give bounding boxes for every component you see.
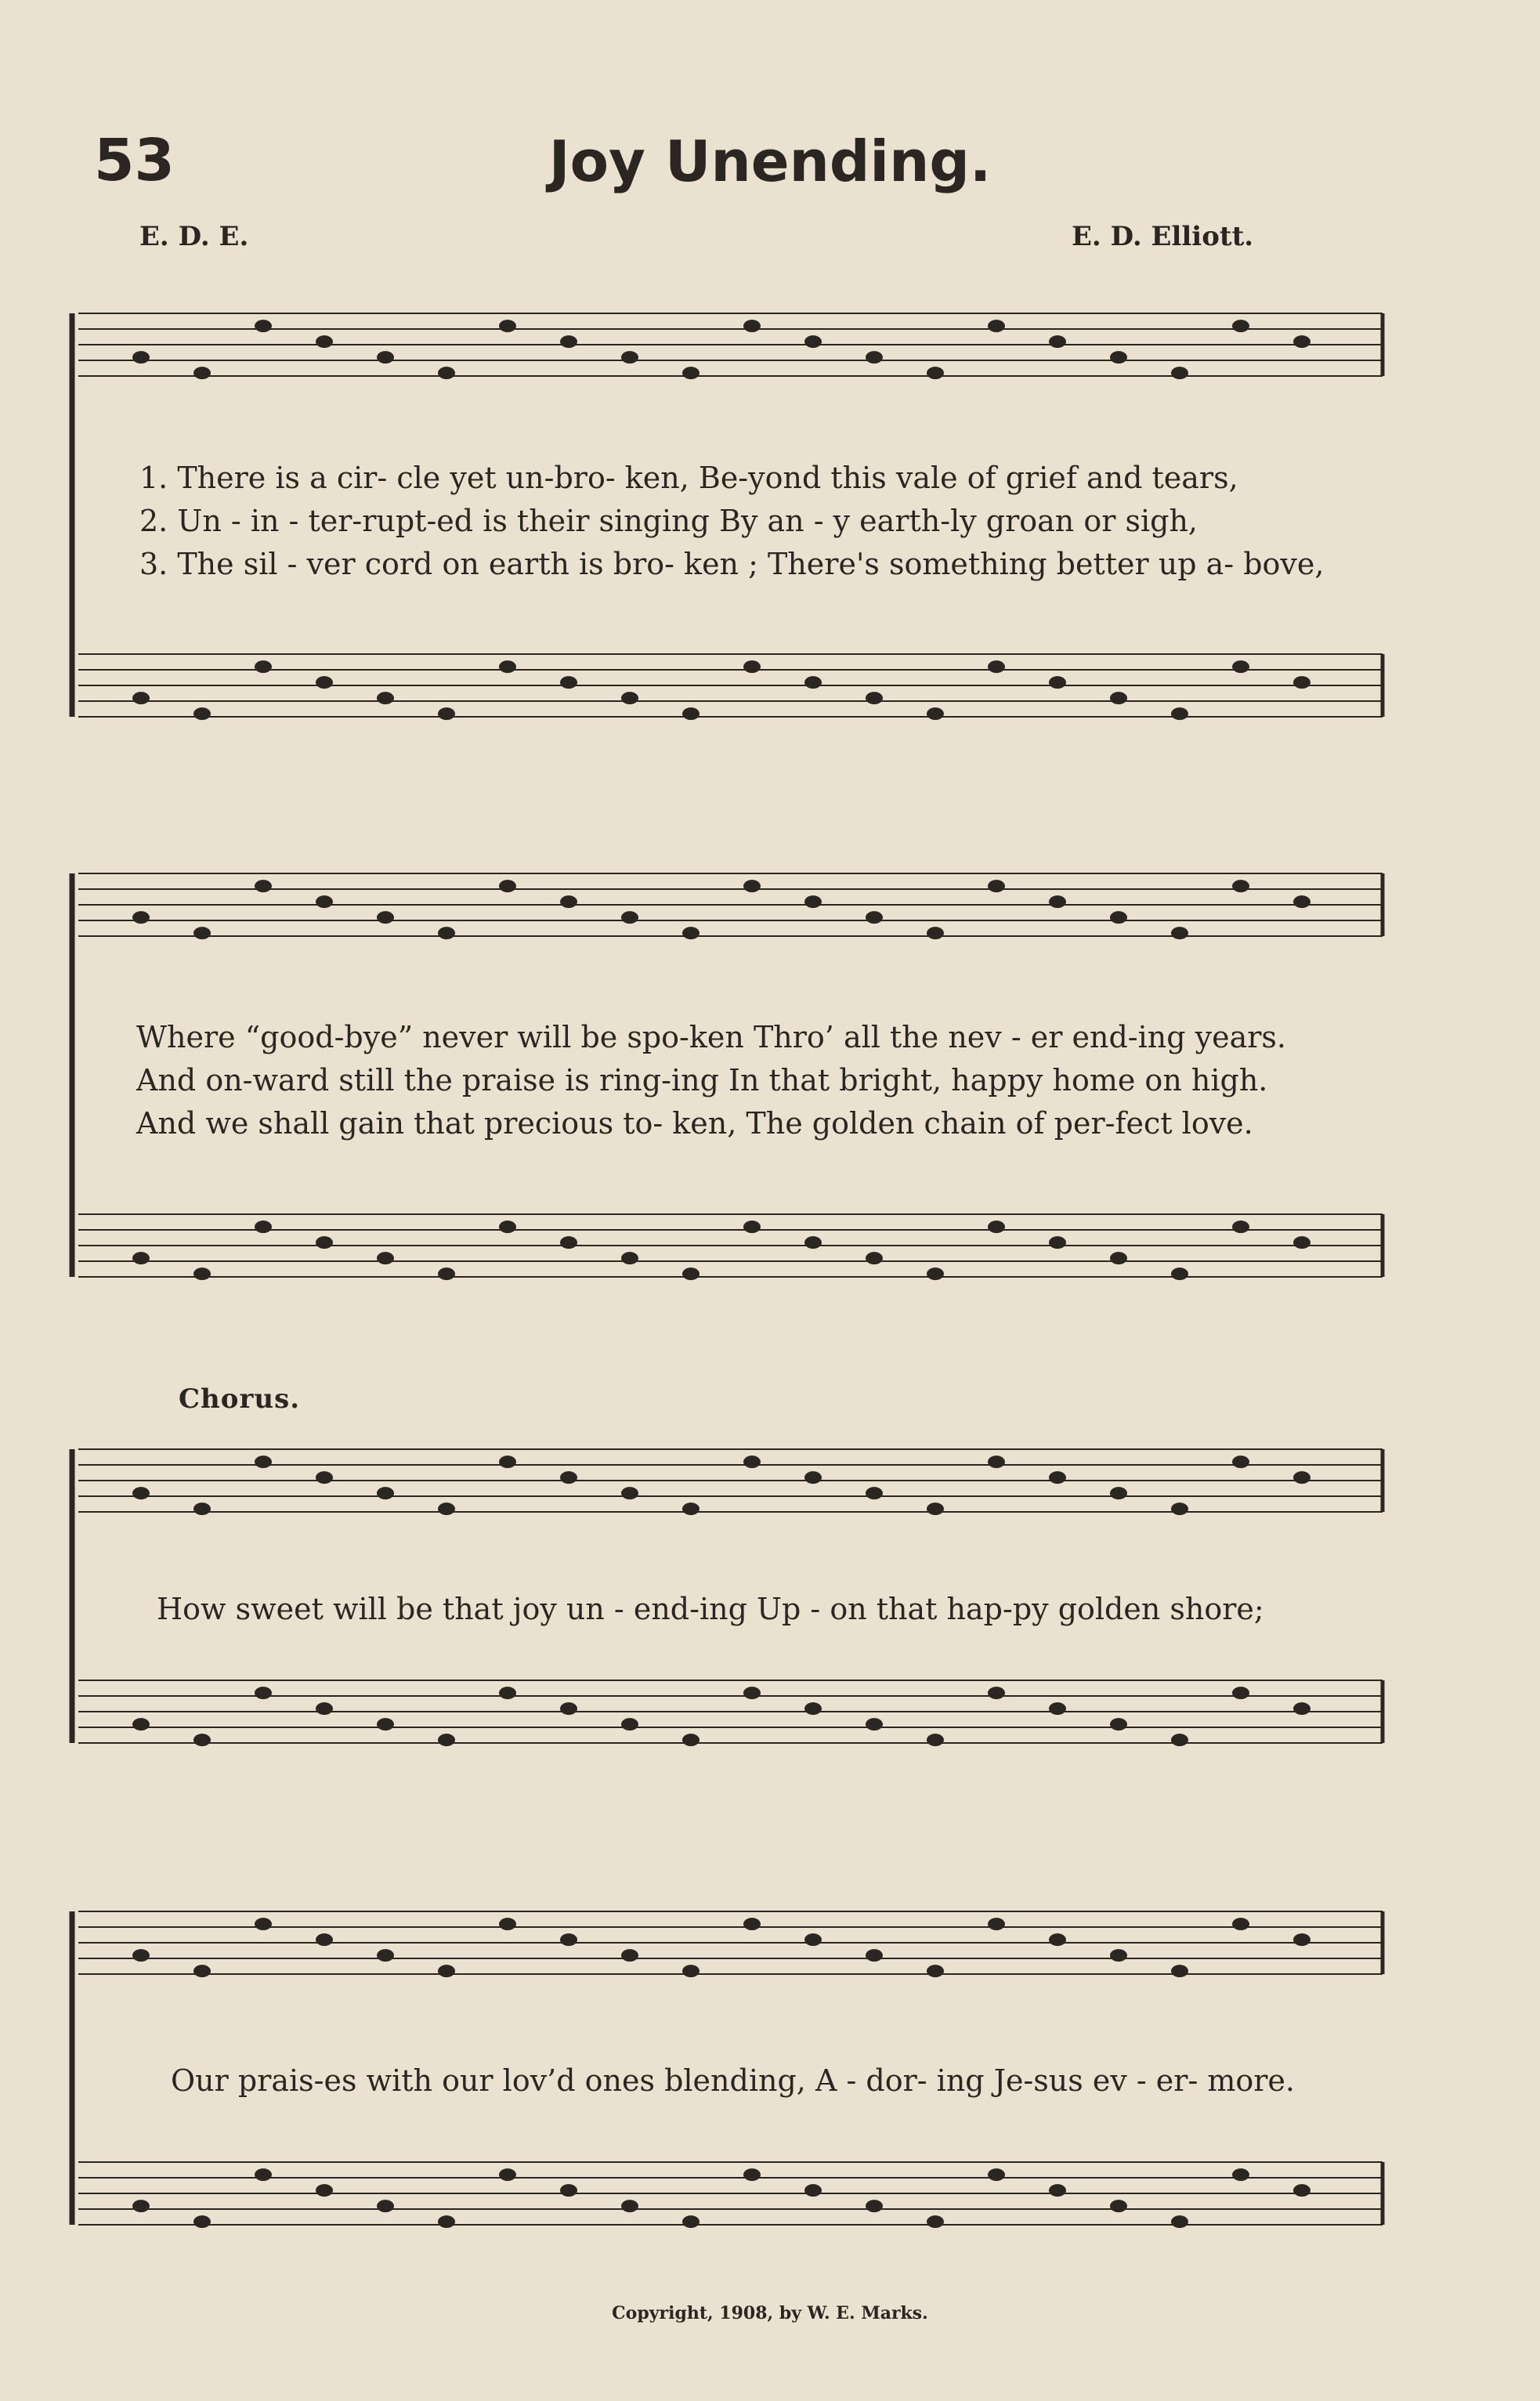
notehead: [255, 320, 272, 332]
notehead: [804, 1236, 822, 1249]
notehead: [499, 320, 516, 332]
words-credit: E. D. E.: [139, 221, 249, 252]
music-credit: E. D. Elliott.: [1072, 221, 1254, 252]
notehead: [132, 2200, 150, 2212]
notehead: [1293, 1933, 1310, 1946]
notehead: [193, 707, 211, 720]
notehead: [499, 1687, 516, 1699]
notehead: [866, 1252, 883, 1264]
notehead: [743, 1687, 761, 1699]
chorus-label: Chorus.: [179, 1383, 301, 1415]
notehead: [499, 880, 516, 892]
notehead: [438, 927, 455, 939]
notehead: [499, 1918, 516, 1930]
notehead: [560, 1702, 577, 1715]
notehead: [499, 2168, 516, 2181]
notehead: [438, 707, 455, 720]
notehead: [560, 676, 577, 689]
lyric-line: Where “good-bye” never will be spo-ken Thro’ all the nev - er end-ing years.: [136, 1020, 1286, 1054]
notehead: [438, 1734, 455, 1746]
notehead: [316, 1933, 333, 1946]
notehead: [988, 1687, 1005, 1699]
notehead: [1049, 676, 1066, 689]
notehead: [804, 895, 822, 908]
notehead: [1110, 1487, 1127, 1499]
notehead: [988, 1220, 1005, 1233]
notehead: [1293, 1471, 1310, 1484]
notehead: [927, 1734, 944, 1746]
notehead: [682, 1965, 700, 1977]
notehead: [316, 676, 333, 689]
notehead: [1293, 1236, 1310, 1249]
notehead: [682, 1734, 700, 1746]
notehead: [621, 351, 638, 363]
notehead: [743, 2168, 761, 2181]
notehead: [927, 367, 944, 379]
notehead: [560, 1236, 577, 1249]
notehead: [804, 1933, 822, 1946]
notehead: [866, 1718, 883, 1730]
notehead: [1110, 351, 1127, 363]
notehead: [316, 895, 333, 908]
notehead: [804, 1702, 822, 1715]
notehead: [193, 1965, 211, 1977]
notehead: [438, 1502, 455, 1515]
notehead: [438, 1267, 455, 1280]
notehead: [927, 1965, 944, 1977]
notehead: [1171, 1502, 1188, 1515]
notehead: [866, 1487, 883, 1499]
notehead: [1232, 1220, 1249, 1233]
notehead: [499, 1220, 516, 1233]
notehead: [377, 1487, 394, 1499]
notehead: [1110, 692, 1127, 704]
notehead: [1049, 2184, 1066, 2197]
notehead: [377, 1252, 394, 1264]
notehead: [1171, 1734, 1188, 1746]
notehead: [804, 335, 822, 348]
notehead: [743, 1455, 761, 1468]
notehead: [193, 927, 211, 939]
notehead: [132, 351, 150, 363]
notehead: [682, 1502, 700, 1515]
notehead: [804, 2184, 822, 2197]
notehead: [1110, 1949, 1127, 1962]
notehead: [377, 1949, 394, 1962]
notehead: [682, 367, 700, 379]
notehead: [438, 2215, 455, 2228]
notehead: [1232, 1918, 1249, 1930]
notehead: [1049, 1471, 1066, 1484]
notehead: [255, 660, 272, 673]
notehead: [1049, 1236, 1066, 1249]
notehead: [1232, 1687, 1249, 1699]
notehead: [927, 1502, 944, 1515]
notehead: [1110, 1252, 1127, 1264]
notehead: [560, 895, 577, 908]
notehead: [1049, 895, 1066, 908]
notehead: [560, 335, 577, 348]
notehead: [1232, 1455, 1249, 1468]
notehead: [316, 1471, 333, 1484]
notehead: [193, 1734, 211, 1746]
notehead: [621, 1949, 638, 1962]
notehead: [988, 2168, 1005, 2181]
notehead: [316, 335, 333, 348]
notehead: [377, 351, 394, 363]
notehead: [1171, 2215, 1188, 2228]
notehead: [560, 1933, 577, 1946]
notehead: [1293, 676, 1310, 689]
notehead: [1171, 367, 1188, 379]
notehead: [988, 320, 1005, 332]
notehead: [377, 2200, 394, 2212]
notehead: [621, 2200, 638, 2212]
notehead: [255, 1687, 272, 1699]
notehead: [316, 1702, 333, 1715]
notehead: [621, 1487, 638, 1499]
notehead: [1293, 2184, 1310, 2197]
notehead: [560, 2184, 577, 2197]
notehead: [866, 351, 883, 363]
notehead: [1293, 335, 1310, 348]
notehead: [682, 707, 700, 720]
notehead: [866, 692, 883, 704]
notehead: [682, 927, 700, 939]
notehead: [560, 1471, 577, 1484]
notehead: [743, 1918, 761, 1930]
lyric-line: And we shall gain that precious to- ken, The golden chain of per-fect love.: [136, 1106, 1253, 1141]
hymn-title: Joy Unending.: [548, 128, 992, 194]
lyric-line: 3. The sil - ver cord on earth is bro- ken ; There's something better up a- bove,: [139, 547, 1325, 581]
lyric-line: How sweet will be that joy un - end-ing Up - on that hap-py golden shore;: [157, 1592, 1264, 1626]
notehead: [316, 1236, 333, 1249]
notehead: [1171, 1267, 1188, 1280]
notehead: [1232, 880, 1249, 892]
notehead: [988, 880, 1005, 892]
notehead: [255, 2168, 272, 2181]
notehead: [1110, 2200, 1127, 2212]
notehead: [927, 707, 944, 720]
notehead: [132, 1718, 150, 1730]
notehead: [499, 1455, 516, 1468]
notehead: [1232, 2168, 1249, 2181]
notehead: [866, 1949, 883, 1962]
notehead: [1049, 1933, 1066, 1946]
notehead: [1110, 911, 1127, 924]
notehead: [621, 1718, 638, 1730]
notehead: [1232, 660, 1249, 673]
notehead: [1171, 1965, 1188, 1977]
notehead: [1171, 927, 1188, 939]
notehead: [1049, 335, 1066, 348]
notehead: [866, 2200, 883, 2212]
notehead: [193, 367, 211, 379]
notehead: [1110, 1718, 1127, 1730]
notehead: [682, 2215, 700, 2228]
notehead: [743, 320, 761, 332]
notehead: [1293, 895, 1310, 908]
notehead: [743, 880, 761, 892]
notehead: [988, 1455, 1005, 1468]
notehead: [193, 1267, 211, 1280]
lyric-line: 1. There is a cir- cle yet un-bro- ken, Be-yond this vale of grief and tears,: [139, 461, 1238, 495]
notehead: [193, 2215, 211, 2228]
notehead: [255, 1455, 272, 1468]
notehead: [988, 1918, 1005, 1930]
notehead: [804, 676, 822, 689]
notehead: [866, 911, 883, 924]
notehead: [927, 927, 944, 939]
notehead: [927, 2215, 944, 2228]
notehead: [743, 1220, 761, 1233]
notehead: [255, 880, 272, 892]
notehead: [1293, 1702, 1310, 1715]
notehead: [377, 911, 394, 924]
copyright-notice: Copyright, 1908, by W. E. Marks.: [612, 2303, 928, 2323]
notehead: [621, 1252, 638, 1264]
notehead: [621, 911, 638, 924]
notehead: [377, 1718, 394, 1730]
notehead: [255, 1918, 272, 1930]
notehead: [682, 1267, 700, 1280]
notehead: [132, 911, 150, 924]
notehead: [438, 1965, 455, 1977]
notehead: [804, 1471, 822, 1484]
notehead: [132, 1487, 150, 1499]
notehead: [316, 2184, 333, 2197]
lyric-line: And on-ward still the praise is ring-ing In that bright, happy home on high.: [136, 1063, 1268, 1097]
notehead: [988, 660, 1005, 673]
notehead: [132, 1949, 150, 1962]
notehead: [499, 660, 516, 673]
notehead: [927, 1267, 944, 1280]
notehead: [193, 1502, 211, 1515]
notehead: [1232, 320, 1249, 332]
notehead: [132, 692, 150, 704]
notehead: [132, 1252, 150, 1264]
notehead: [1171, 707, 1188, 720]
notehead: [438, 367, 455, 379]
lyric-line: Our prais-es with our lov’d ones blending, A - dor- ing Je-sus ev - er- more.: [171, 2063, 1296, 2098]
lyric-line: 2. Un - in - ter-rupt-ed is their singing By an - y earth-ly groan or sigh,: [139, 504, 1198, 538]
hymn-number: 53: [94, 127, 175, 194]
notehead: [743, 660, 761, 673]
notehead: [1049, 1702, 1066, 1715]
notehead: [255, 1220, 272, 1233]
notehead: [377, 692, 394, 704]
notehead: [621, 692, 638, 704]
